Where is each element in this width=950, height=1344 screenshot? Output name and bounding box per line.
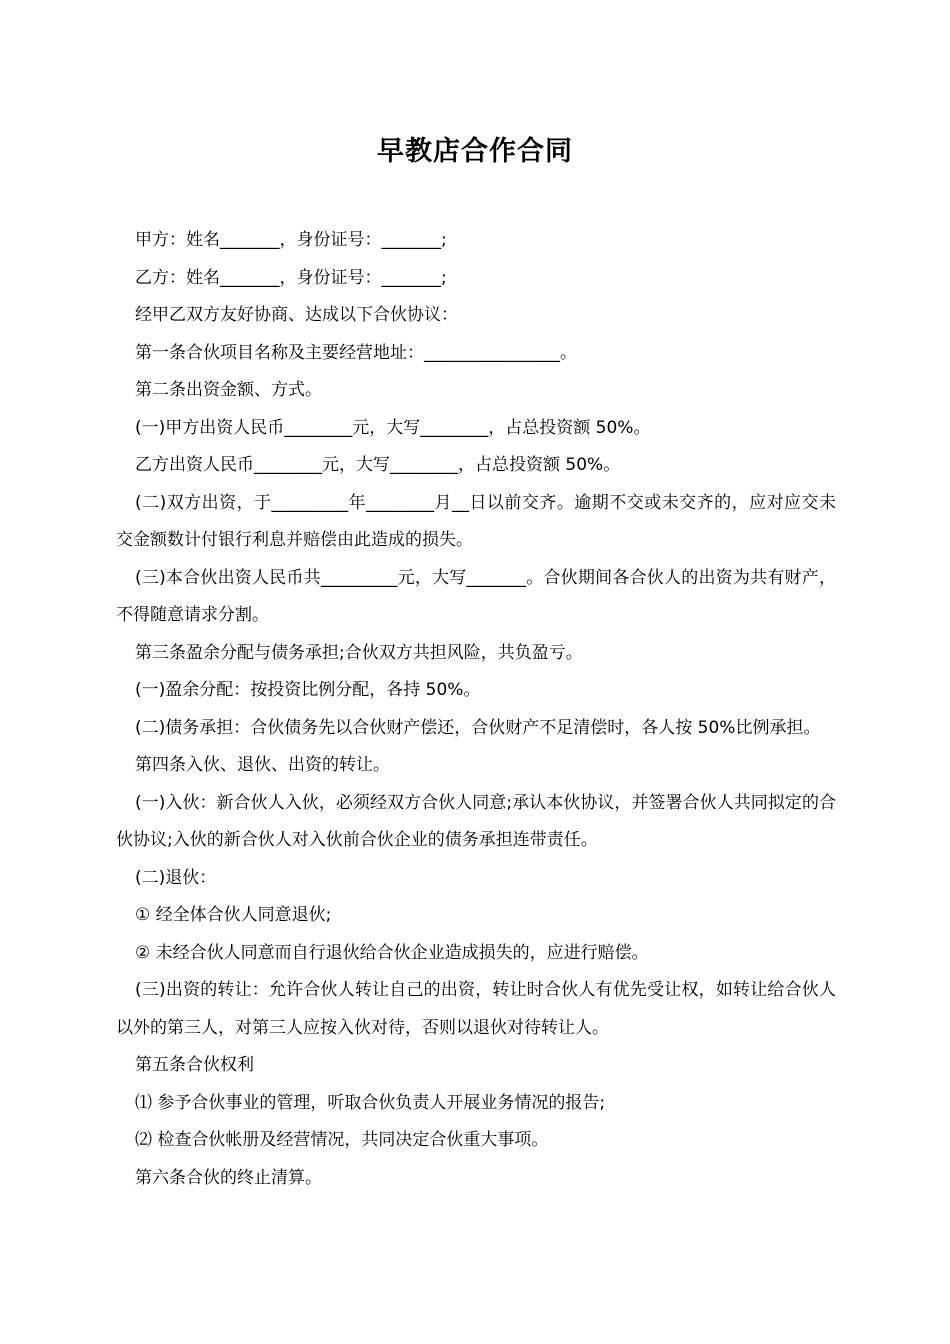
article-5-item-2: ⑵ 检查合伙帐册及经营情况，共同决定合伙重大事项。 [135, 1130, 549, 1150]
article-3-heading: 第三条盈余分配与债务承担;合伙双方共担风险，共负盈亏。 [135, 642, 583, 663]
article-6-heading: 第六条合伙的终止清算。 [135, 1167, 322, 1188]
article-3-item-1: (一)盈余分配：按投资比例分配，各持 50%。 [135, 680, 481, 700]
article-2-item-2: (二)双方出资，于_________年________月__日以前交齐。逾期不交或未交齐的，应对应交未交金额数计付银行利息并赔偿由此造成的损失。 [116, 492, 836, 550]
article-5-item-1: ⑴ 参予合伙事业的管理，听取合伙负责人开展业务情况的报告; [135, 1092, 606, 1113]
document-title: 早教店合作合同 [377, 136, 573, 167]
article-4-item-2: (二)退伙： [135, 867, 217, 888]
article-2-item-1b: 乙方出资人民币________元，大写________，占总投资额 50%。 [135, 455, 621, 475]
article-4-item-2-point-1: ① 经全体合伙人同意退伙; [135, 905, 332, 925]
article-4-heading: 第四条入伙、退伙、出资的转让。 [135, 755, 390, 775]
article-4-item-1: (一)入伙：新合伙人入伙，必须经双方合伙人同意;承认本伙协议，并签署合伙人共同拟定的合伙协议;入伙的新合伙人对入伙前合伙企业的债务承担连带责任。 [116, 792, 836, 850]
agreement-intro: 经甲乙双方友好协商、达成以下合伙协议： [135, 305, 458, 325]
article-5-heading: 第五条合伙权利 [135, 1055, 254, 1075]
document-body [116, 222, 836, 1197]
article-2-heading: 第二条出资金额、方式。 [135, 380, 322, 400]
article-2-item-3: (三)本合伙出资人民币共_________元，大写_______。合伙期间各合伙人的出资为共有财产，不得随意请求分割。 [116, 567, 836, 625]
article-3-item-2: (二)债务承担：合伙债务先以合伙财产偿还，合伙财产不足清偿时，各人按 50%比例承担。 [135, 717, 821, 738]
article-2-item-1: (一)甲方出资人民币________元，大写________，占总投资额 50%。 [135, 417, 651, 438]
article-1: 第一条合伙项目名称及主要经营地址：________________。 [135, 342, 577, 363]
party-b-line: 乙方：姓名_______，身份证号：_______; [135, 267, 447, 288]
party-a-line: 甲方：姓名_______，身份证号：_______; [135, 230, 447, 250]
article-4-item-3: (三)出资的转让：允许合伙人转让自己的出资，转让时合伙人有优先受让权，如转让给合伙人以外的第三人，对第三人应按入伙对待，否则以退伙对待转让人。 [116, 980, 836, 1038]
article-4-item-2-point-2: ② 未经合伙人同意而自行退伙给合伙企业造成损失的，应进行赔偿。 [135, 942, 649, 963]
